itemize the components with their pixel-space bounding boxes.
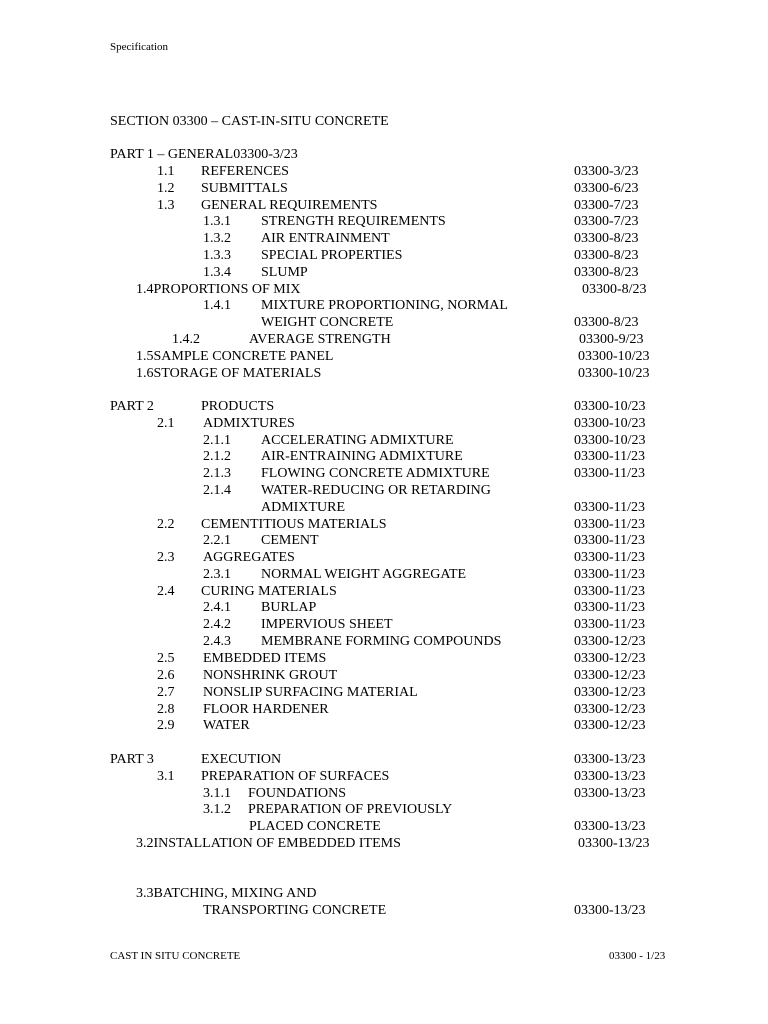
toc-entry-title: EXECUTION [201, 752, 282, 767]
toc-entry-number: 1.3.3 [203, 248, 231, 263]
toc-entry-title: FLOOR HARDENER [203, 702, 329, 717]
toc-entry-title: FLOWING CONCRETE ADMIXTURE [261, 466, 490, 481]
toc-entry-title: PLACED CONCRETE [249, 819, 381, 834]
toc-entry-number: 2.8 [157, 702, 175, 717]
toc-entry-number: 2.4.2 [203, 617, 231, 632]
toc-entry-number: 2.4 [157, 584, 175, 599]
toc-entry-number: 1.3.2 [203, 231, 231, 246]
footer-page-number: 03300 - 1/23 [609, 950, 666, 962]
toc-entry-number: PART 2 [110, 399, 154, 414]
toc-entry-title: AIR ENTRAINMENT [261, 231, 390, 246]
toc-entry-page: 03300-13/23 [574, 819, 646, 834]
toc-entry-title: CEMENTITIOUS MATERIALS [201, 517, 387, 532]
toc-entry-page: 03300-8/23 [582, 282, 647, 297]
toc-entry-page: 03300-12/23 [574, 718, 646, 733]
toc-entry-page: 03300-11/23 [574, 617, 646, 632]
toc-entry-page: 03300-11/23 [574, 550, 646, 565]
toc-entry-number: 3.1.2 [203, 802, 231, 817]
toc-entry-page: 03300-3/23 [574, 164, 639, 179]
toc-entry-title: IMPERVIOUS SHEET [261, 617, 393, 632]
toc-entry-number: 3.2INSTALLATION OF EMBEDDED ITEMS [136, 836, 401, 851]
toc-entry-number: 1.6STORAGE OF MATERIALS [136, 366, 322, 381]
toc-entry-page: 03300-10/23 [574, 399, 646, 414]
toc-entry-number: 2.1.3 [203, 466, 231, 481]
toc-entry-title: CEMENT [261, 533, 319, 548]
toc-entry-page: 03300-11/23 [574, 449, 646, 464]
toc-entry-title: WATER [203, 718, 250, 733]
toc-entry-page: 03300-11/23 [574, 533, 646, 548]
toc-entry-page: 03300-10/23 [578, 349, 650, 364]
toc-entry-number: 1.5SAMPLE CONCRETE PANEL [136, 349, 334, 364]
toc-entry-number: 2.4.1 [203, 600, 231, 615]
toc-entry-number: 2.1.1 [203, 433, 231, 448]
toc-entry-page: 03300-8/23 [574, 248, 639, 263]
toc-entry-number: 2.5 [157, 651, 175, 666]
running-header: Specification [110, 41, 169, 53]
toc-entry-title: AIR-ENTRAINING ADMIXTURE [261, 449, 463, 464]
toc-entry-number: 2.6 [157, 668, 175, 683]
footer-title: CAST IN SITU CONCRETE [110, 950, 241, 962]
toc-entry-number: 1.2 [157, 181, 175, 196]
toc-entry-title: EMBEDDED ITEMS [203, 651, 327, 666]
toc-entry-title: PREPARATION OF SURFACES [201, 769, 390, 784]
toc-entry-title: AVERAGE STRENGTH [249, 332, 391, 347]
toc-entry-number: PART 1 – GENERAL03300-3/23 [110, 147, 298, 162]
toc-entry-title: MEMBRANE FORMING COMPOUNDS [261, 634, 502, 649]
toc-entry-number: 2.1.2 [203, 449, 231, 464]
toc-entry-title: TRANSPORTING CONCRETE [203, 903, 387, 918]
toc-entry-page: 03300-13/23 [574, 769, 646, 784]
toc-entry-title: CURING MATERIALS [201, 584, 337, 599]
toc-entry-number: 3.1 [157, 769, 175, 784]
toc-entry-number: 2.1.4 [203, 483, 231, 498]
toc-entry-page: 03300-8/23 [574, 265, 639, 280]
toc-entry-page: 03300-6/23 [574, 181, 639, 196]
toc-entry-number: 1.4.2 [172, 332, 200, 347]
toc-entry-title: REFERENCES [201, 164, 289, 179]
toc-entry-number: 1.4PROPORTIONS OF MIX [136, 282, 301, 297]
toc-entry-number: 2.3.1 [203, 567, 231, 582]
toc-entry-title: PREPARATION OF PREVIOUSLY [248, 802, 453, 817]
toc-entry-number: 2.1 [157, 416, 175, 431]
toc-entry-page: 03300-11/23 [574, 466, 646, 481]
toc-entry-page: 03300-8/23 [574, 231, 639, 246]
toc-entry-title: STRENGTH REQUIREMENTS [261, 214, 446, 229]
toc-entry-number: 1.3.1 [203, 214, 231, 229]
toc-entry-page: 03300-13/23 [578, 836, 650, 851]
toc-entry-title: WEIGHT CONCRETE [261, 315, 394, 330]
toc-entry-title: BURLAP [261, 600, 317, 615]
toc-entry-number: 2.7 [157, 685, 175, 700]
toc-entry-number: 2.2.1 [203, 533, 231, 548]
toc-entry-title: PRODUCTS [201, 399, 275, 414]
toc-entry-title: SUBMITTALS [201, 181, 288, 196]
toc-entry-page: 03300-12/23 [574, 685, 646, 700]
toc-entry-page: 03300-11/23 [574, 517, 646, 532]
toc-entry-title: SPECIAL PROPERTIES [261, 248, 403, 263]
toc-entry-title: WATER-REDUCING OR RETARDING [261, 483, 491, 498]
toc-entry-title: SLUMP [261, 265, 308, 280]
toc-entry-page: 03300-13/23 [574, 786, 646, 801]
toc-entry-page: 03300-12/23 [574, 702, 646, 717]
toc-entry-page: 03300-12/23 [574, 668, 646, 683]
toc-entry-number: 1.3 [157, 198, 175, 213]
toc-entry-number: 1.4.1 [203, 298, 231, 313]
toc-entry-title: NORMAL WEIGHT AGGREGATE [261, 567, 467, 582]
toc-entry-page: 03300-7/23 [574, 214, 639, 229]
toc-entry-title: MIXTURE PROPORTIONING, NORMAL [261, 298, 508, 313]
toc-entry-page: 03300-11/23 [574, 600, 646, 615]
toc-entry-title: ADMIXTURE [261, 500, 345, 515]
toc-entry-page: 03300-7/23 [574, 198, 639, 213]
toc-entry-number: 3.3BATCHING, MIXING AND [136, 886, 317, 901]
toc-entry-title: GENERAL REQUIREMENTS [201, 198, 378, 213]
toc-entry-number: 1.3.4 [203, 265, 231, 280]
toc-entry-page: 03300-13/23 [574, 903, 646, 918]
toc-entry-page: 03300-10/23 [578, 366, 650, 381]
toc-entry-number: 2.2 [157, 517, 175, 532]
toc-entry-page: 03300-12/23 [574, 651, 646, 666]
toc-entry-page: 03300-11/23 [574, 567, 646, 582]
toc-entry-number: 3.1.1 [203, 786, 231, 801]
toc-entry-title: FOUNDATIONS [248, 786, 347, 801]
toc-entry-title: NONSLIP SURFACING MATERIAL [203, 685, 418, 700]
toc-entry-page: 03300-13/23 [574, 752, 646, 767]
toc-entry-number: 1.1 [157, 164, 175, 179]
toc-entry-title: AGGREGATES [203, 550, 295, 565]
toc-entry-page: 03300-10/23 [574, 416, 646, 431]
toc-entry-number: 2.3 [157, 550, 175, 565]
toc-entry-page: 03300-8/23 [574, 315, 639, 330]
toc-entry-number: PART 3 [110, 752, 154, 767]
toc-entry-page: 03300-12/23 [574, 634, 646, 649]
toc-entry-number: 2.4.3 [203, 634, 231, 649]
toc-entry-page: 03300-10/23 [574, 433, 646, 448]
section-title: SECTION 03300 – CAST-IN-SITU CONCRETE [110, 114, 389, 129]
toc-entry-page: 03300-11/23 [574, 584, 646, 599]
toc-entry-title: ACCELERATING ADMIXTURE [261, 433, 454, 448]
toc-entry-title: NONSHRINK GROUT [203, 668, 338, 683]
toc-entry-number: 2.9 [157, 718, 175, 733]
toc-entry-page: 03300-11/23 [574, 500, 646, 515]
toc-entry-page: 03300-9/23 [579, 332, 644, 347]
toc-entry-title: ADMIXTURES [203, 416, 295, 431]
